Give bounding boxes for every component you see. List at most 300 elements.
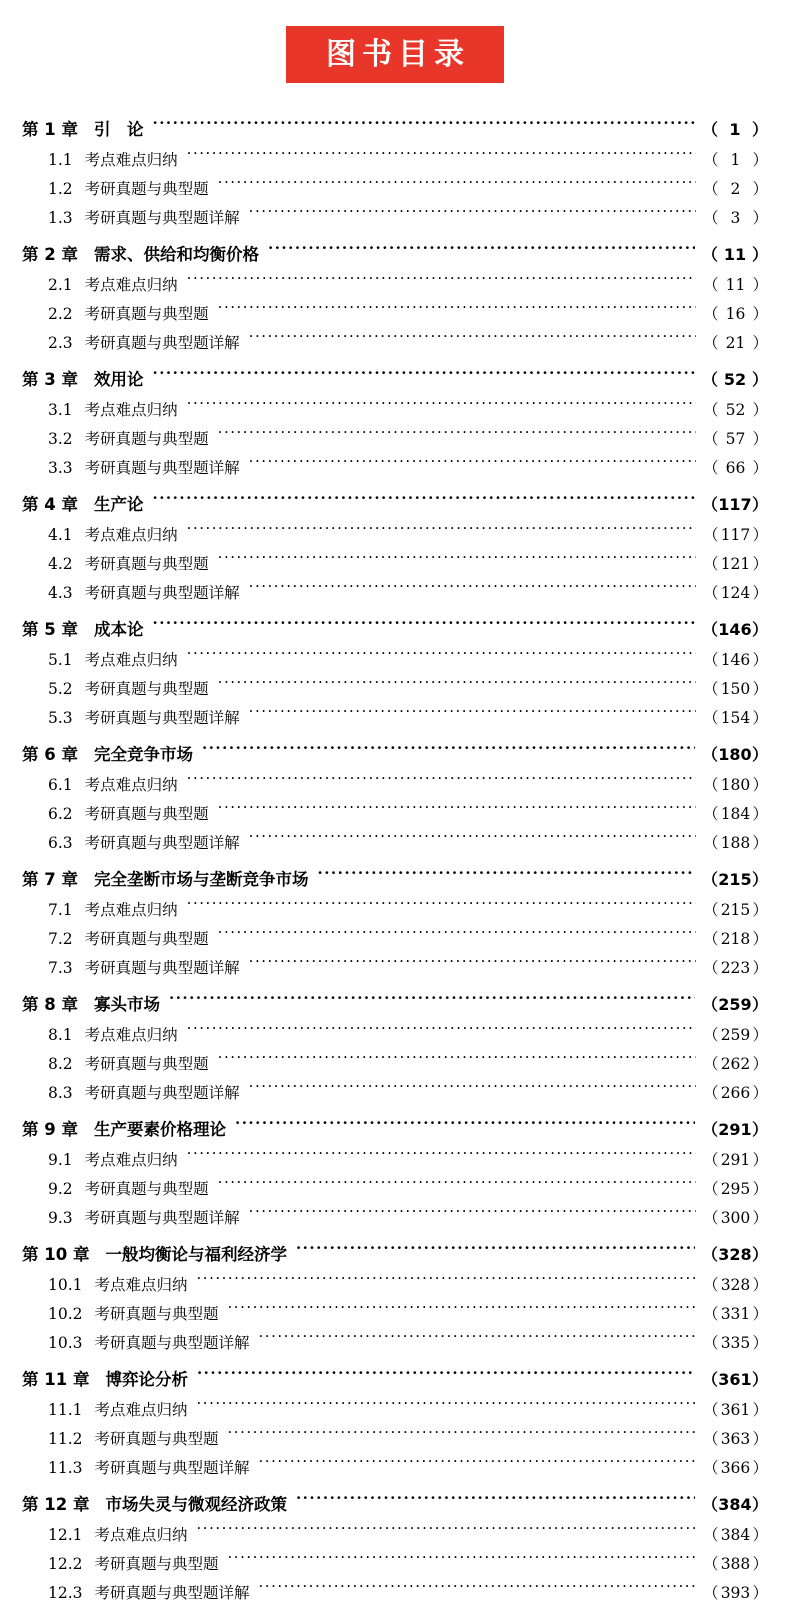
toc-chapter-row[interactable] bbox=[22, 480, 768, 518]
toc-entry-title: 考点难点归纳 bbox=[84, 276, 178, 294]
toc-section-row[interactable] bbox=[22, 643, 768, 672]
toc-entry-number: 第 12 章 bbox=[22, 1495, 90, 1514]
page-number-close-paren: ） bbox=[751, 1495, 768, 1514]
toc-page-number bbox=[702, 867, 768, 890]
page-number-digits: 3 bbox=[730, 209, 741, 227]
toc-chapter-row[interactable] bbox=[22, 230, 768, 268]
toc-page-number bbox=[703, 677, 768, 699]
toc-entry-label bbox=[22, 581, 240, 603]
toc-entry-number: 8.1 bbox=[48, 1026, 73, 1044]
toc-section-row[interactable] bbox=[22, 1422, 768, 1451]
toc-entry-number: 第 6 章 bbox=[22, 745, 78, 764]
toc-entry-number: 4.1 bbox=[48, 526, 73, 544]
toc-entry-number: 3.2 bbox=[48, 430, 73, 448]
page-number-digits: 384 bbox=[718, 1495, 752, 1514]
toc-section-row[interactable] bbox=[22, 1451, 768, 1480]
toc-section-row[interactable] bbox=[22, 143, 768, 172]
toc-dot-leader bbox=[187, 775, 696, 791]
toc-entry-title: 成本论 bbox=[93, 620, 144, 639]
toc-entry-title: 引 论 bbox=[93, 120, 144, 139]
toc-dot-leader bbox=[187, 400, 696, 416]
page-number-close-paren: ） bbox=[752, 526, 768, 544]
toc-page-number bbox=[703, 177, 768, 199]
toc-entry-number: 7.1 bbox=[48, 901, 73, 919]
toc-entry-label bbox=[22, 116, 143, 140]
page-number-close-paren: ） bbox=[752, 584, 768, 602]
toc-entry-number: 9.1 bbox=[48, 1151, 73, 1169]
page-number-close-paren: ） bbox=[751, 370, 768, 389]
toc-section-row[interactable] bbox=[22, 1018, 768, 1047]
toc-entry-number: 7.2 bbox=[48, 930, 73, 948]
toc-entry-title: 考研真题与典型题详解 bbox=[94, 1584, 250, 1602]
page-number-digits: 188 bbox=[720, 834, 751, 852]
page-number-open-paren: （ bbox=[702, 776, 719, 794]
toc-page-number bbox=[703, 773, 768, 795]
toc-entry-label bbox=[22, 1398, 188, 1420]
page-number-open-paren: （ bbox=[702, 1180, 719, 1198]
page-number-open-paren: （ bbox=[701, 995, 718, 1014]
page-number-close-paren: ） bbox=[752, 709, 768, 727]
toc-entry-number: 1.2 bbox=[48, 180, 73, 198]
page-number-open-paren: （ bbox=[702, 651, 719, 669]
toc-section-row[interactable] bbox=[22, 1393, 768, 1422]
toc-section-row[interactable] bbox=[22, 268, 768, 297]
page-number-open-paren: （ bbox=[702, 1055, 719, 1073]
toc-entry-title: 考研真题与典型题 bbox=[84, 1180, 209, 1198]
toc-entry-title: 考研真题与典型题 bbox=[94, 1555, 219, 1573]
page-number-close-paren: ） bbox=[752, 305, 768, 323]
toc-section-row[interactable] bbox=[22, 326, 768, 355]
toc-entry-number: 5.3 bbox=[48, 709, 73, 727]
toc-section-row[interactable] bbox=[22, 1172, 768, 1201]
toc-entry-label bbox=[22, 991, 160, 1015]
toc-page-number bbox=[702, 742, 768, 765]
toc-entry-label bbox=[22, 552, 209, 574]
page-number-digits: 16 bbox=[725, 305, 746, 323]
page-number-digits: 335 bbox=[720, 1334, 751, 1352]
page-number-close-paren: ） bbox=[751, 245, 768, 264]
toc-entry-number: 8.2 bbox=[48, 1055, 73, 1073]
toc-dot-leader bbox=[228, 1554, 696, 1570]
toc-entry-label bbox=[22, 1302, 219, 1324]
toc-entry-title: 考研真题与典型题 bbox=[94, 1430, 219, 1448]
toc-dot-leader bbox=[249, 708, 696, 724]
toc-entry-number: 第 4 章 bbox=[22, 495, 78, 514]
page-number-digits: 384 bbox=[720, 1526, 751, 1544]
toc-entry-label bbox=[22, 1523, 188, 1545]
toc-dot-leader bbox=[187, 525, 696, 541]
page-number-digits: 331 bbox=[720, 1305, 751, 1323]
page-number-open-paren: （ bbox=[701, 745, 718, 764]
toc-section-row[interactable] bbox=[22, 422, 768, 451]
page-number-digits: 154 bbox=[720, 709, 751, 727]
page-number-digits: 180 bbox=[718, 745, 752, 764]
toc-entry-label bbox=[22, 1456, 250, 1478]
page-number-close-paren: ） bbox=[752, 1459, 768, 1477]
toc-section-row[interactable] bbox=[22, 451, 768, 480]
toc-dot-leader bbox=[218, 179, 696, 195]
toc-page-number bbox=[703, 1023, 768, 1045]
toc-entry-title: 完全竞争市场 bbox=[93, 745, 193, 764]
toc-chapter-row[interactable] bbox=[22, 855, 768, 893]
toc-entry-label bbox=[22, 1116, 226, 1140]
toc-page-number bbox=[703, 552, 768, 574]
toc-entry-label bbox=[22, 1366, 188, 1390]
page-number-open-paren: （ bbox=[702, 930, 719, 948]
page-number-close-paren: ） bbox=[752, 430, 768, 448]
page-number-digits: 146 bbox=[718, 620, 752, 639]
toc-page-number bbox=[703, 1523, 768, 1545]
toc-chapter-row[interactable] bbox=[22, 105, 768, 143]
toc-dot-leader bbox=[197, 1369, 695, 1386]
toc-entry-title: 完全垄断市场与垄断竞争市场 bbox=[93, 870, 309, 889]
page-number-close-paren: ） bbox=[751, 620, 768, 639]
page-number-digits: 117 bbox=[718, 495, 752, 514]
page-number-digits: 180 bbox=[720, 776, 751, 794]
toc-section-row[interactable] bbox=[22, 1297, 768, 1326]
toc-section-row[interactable] bbox=[22, 951, 768, 980]
page-number-digits: 363 bbox=[720, 1430, 751, 1448]
page-number-open-paren: （ bbox=[702, 834, 719, 852]
toc-dot-leader bbox=[249, 458, 696, 474]
toc-entry-label bbox=[22, 523, 178, 545]
toc-dot-leader bbox=[197, 1400, 696, 1416]
page-number-digits: 291 bbox=[720, 1151, 751, 1169]
toc-entry-number: 第 11 章 bbox=[22, 1370, 90, 1389]
toc-entry-number: 6.3 bbox=[48, 834, 73, 852]
toc-entry-title: 考研真题与典型题详解 bbox=[84, 459, 240, 477]
toc-entry-label bbox=[22, 1177, 209, 1199]
toc-entry-label bbox=[22, 1052, 209, 1074]
page-number-digits: 393 bbox=[720, 1584, 751, 1602]
page-number-open-paren: （ bbox=[702, 555, 719, 573]
page-number-digits: 184 bbox=[720, 805, 751, 823]
toc-entry-title: 考点难点归纳 bbox=[84, 1026, 178, 1044]
toc-entry-label bbox=[22, 1273, 188, 1295]
page-number-digits: 52 bbox=[725, 401, 746, 419]
toc-entry-number: 第 2 章 bbox=[22, 245, 78, 264]
toc-entry-number: 7.3 bbox=[48, 959, 73, 977]
toc-section-row[interactable] bbox=[22, 1047, 768, 1076]
toc-section-row[interactable] bbox=[22, 826, 768, 855]
toc-entry-label bbox=[22, 1552, 219, 1574]
toc-dot-leader bbox=[259, 1333, 696, 1349]
toc-chapter-row[interactable] bbox=[22, 1355, 768, 1393]
toc-entry-number: 第 9 章 bbox=[22, 1120, 78, 1139]
page-number-open-paren: （ bbox=[702, 1555, 719, 1573]
page-number-close-paren: ） bbox=[752, 651, 768, 669]
page-number-close-paren: ） bbox=[752, 180, 768, 198]
toc-page-number bbox=[703, 1052, 768, 1074]
toc-section-row[interactable] bbox=[22, 672, 768, 701]
toc-page-number bbox=[703, 206, 768, 228]
page-number-open-paren: （ bbox=[702, 1209, 719, 1227]
page-number-digits: 259 bbox=[720, 1026, 751, 1044]
toc-dot-leader bbox=[187, 150, 696, 166]
toc-entry-label bbox=[22, 1081, 240, 1103]
toc-entry-label bbox=[22, 331, 240, 353]
toc-entry-number: 11.2 bbox=[48, 1430, 83, 1448]
toc-entry-title: 考研真题与典型题详解 bbox=[84, 959, 240, 977]
toc-chapter-row[interactable] bbox=[22, 1230, 768, 1268]
toc-entry-number: 2.1 bbox=[48, 276, 73, 294]
toc-entry-number: 5.1 bbox=[48, 651, 73, 669]
toc-entry-number: 5.2 bbox=[48, 680, 73, 698]
page-number-digits: 57 bbox=[725, 430, 746, 448]
toc-section-row[interactable] bbox=[22, 768, 768, 797]
toc-dot-leader bbox=[202, 744, 695, 761]
toc-entry-label bbox=[22, 677, 209, 699]
toc-page-number bbox=[702, 492, 768, 515]
toc-dot-leader bbox=[317, 869, 694, 886]
toc-page-number bbox=[703, 523, 768, 545]
toc-entry-label bbox=[22, 1148, 178, 1170]
toc-dot-leader bbox=[218, 304, 696, 320]
toc-section-row[interactable] bbox=[22, 201, 768, 230]
toc-section-row[interactable] bbox=[22, 893, 768, 922]
toc-dot-leader bbox=[268, 244, 695, 261]
page-number-digits: 300 bbox=[720, 1209, 751, 1227]
page-number-digits: 150 bbox=[720, 680, 751, 698]
toc-page-number bbox=[702, 617, 768, 640]
toc-chapter-row[interactable] bbox=[22, 1480, 768, 1518]
page-number-digits: 11 bbox=[723, 245, 747, 264]
page-number-digits: 262 bbox=[720, 1055, 751, 1073]
toc-entry-number: 第 3 章 bbox=[22, 370, 78, 389]
page-number-open-paren: （ bbox=[702, 1026, 719, 1044]
page-number-close-paren: ） bbox=[751, 120, 768, 139]
toc-entry-title: 考点难点归纳 bbox=[84, 901, 178, 919]
toc-entry-title: 考点难点归纳 bbox=[94, 1276, 188, 1294]
page-number-close-paren: ） bbox=[752, 834, 768, 852]
toc-section-row[interactable] bbox=[22, 1143, 768, 1172]
page-number-open-paren: （ bbox=[702, 401, 719, 419]
page-number-digits: 215 bbox=[718, 870, 752, 889]
page-number-digits: 388 bbox=[720, 1555, 751, 1573]
toc-chapter-row[interactable] bbox=[22, 355, 768, 393]
page-number-close-paren: ） bbox=[752, 959, 768, 977]
toc-entry-label bbox=[22, 177, 209, 199]
toc-entry-title: 一般均衡论与福利经济学 bbox=[105, 1245, 287, 1264]
toc-entry-label bbox=[22, 927, 209, 949]
page-number-digits: 215 bbox=[720, 901, 751, 919]
toc-dot-leader bbox=[296, 1244, 695, 1261]
page-number-close-paren: ） bbox=[751, 495, 768, 514]
toc-dot-leader bbox=[218, 1179, 696, 1195]
toc-dot-leader bbox=[187, 275, 696, 291]
toc-section-row[interactable] bbox=[22, 797, 768, 826]
page-number-close-paren: ） bbox=[751, 1120, 768, 1139]
toc-page-number bbox=[703, 1456, 768, 1478]
toc-entry-label bbox=[22, 366, 143, 390]
toc-entry-title: 考研真题与典型题详解 bbox=[84, 834, 240, 852]
toc-entry-label bbox=[22, 802, 209, 824]
toc-entry-number: 8.3 bbox=[48, 1084, 73, 1102]
page-number-close-paren: ） bbox=[751, 1370, 768, 1389]
toc-entry-title: 考研真题与典型题 bbox=[94, 1305, 219, 1323]
toc-dot-leader bbox=[218, 429, 696, 445]
page-number-close-paren: ） bbox=[752, 1305, 768, 1323]
toc-entry-label bbox=[22, 1241, 287, 1265]
toc-dot-leader bbox=[249, 208, 696, 224]
page-number-digits: 291 bbox=[718, 1120, 752, 1139]
toc-entry-number: 第 10 章 bbox=[22, 1245, 90, 1264]
toc-section-row[interactable] bbox=[22, 172, 768, 201]
toc-entry-number: 9.3 bbox=[48, 1209, 73, 1227]
toc-page-number bbox=[703, 398, 768, 420]
toc-section-row[interactable] bbox=[22, 1268, 768, 1297]
toc-entry-title: 考点难点归纳 bbox=[94, 1401, 188, 1419]
page-number-digits: 117 bbox=[720, 526, 751, 544]
toc-dot-leader bbox=[249, 1208, 696, 1224]
page-number-digits: 295 bbox=[720, 1180, 751, 1198]
toc-entry-title: 考研真题与典型题 bbox=[84, 805, 209, 823]
toc-entry-title: 考研真题与典型题详解 bbox=[84, 1209, 240, 1227]
toc-entry-label bbox=[22, 898, 178, 920]
toc-chapter-row[interactable] bbox=[22, 730, 768, 768]
toc-dot-leader bbox=[187, 900, 696, 916]
toc-entry-number: 2.3 bbox=[48, 334, 73, 352]
page-number-open-paren: （ bbox=[702, 805, 719, 823]
page-number-open-paren: （ bbox=[702, 959, 719, 977]
toc-entry-label bbox=[22, 956, 240, 978]
toc-entry-title: 市场失灵与微观经济政策 bbox=[105, 1495, 287, 1514]
toc-page-number bbox=[703, 956, 768, 978]
toc-entry-title: 考点难点归纳 bbox=[84, 651, 178, 669]
toc-dot-leader bbox=[249, 1083, 696, 1099]
page-number-digits: 124 bbox=[720, 584, 751, 602]
page-number-digits: 361 bbox=[720, 1401, 751, 1419]
toc-section-row[interactable] bbox=[22, 518, 768, 547]
toc-section-row[interactable] bbox=[22, 1201, 768, 1230]
toc-entry-title: 考点难点归纳 bbox=[84, 1151, 178, 1169]
page-number-close-paren: ） bbox=[752, 1026, 768, 1044]
page-number-open-paren: （ bbox=[702, 584, 719, 602]
page-number-open-paren: （ bbox=[701, 620, 718, 639]
page-number-open-paren: （ bbox=[702, 180, 719, 198]
page-number-close-paren: ） bbox=[752, 805, 768, 823]
toc-section-row[interactable] bbox=[22, 297, 768, 326]
page-number-digits: 121 bbox=[720, 555, 751, 573]
page-number-close-paren: ） bbox=[752, 1084, 768, 1102]
page-number-digits: 146 bbox=[720, 651, 751, 669]
toc-chapter-row[interactable] bbox=[22, 605, 768, 643]
toc-entry-number: 2.2 bbox=[48, 305, 73, 323]
page-number-open-paren: （ bbox=[702, 1459, 719, 1477]
toc-entry-label bbox=[22, 456, 240, 478]
page-title-wrapper bbox=[18, 0, 772, 105]
toc-entry-title: 考研真题与典型题 bbox=[84, 180, 209, 198]
toc-dot-leader bbox=[249, 833, 696, 849]
toc-section-row[interactable] bbox=[22, 922, 768, 951]
page-number-close-paren: ） bbox=[752, 334, 768, 352]
page-number-open-paren: （ bbox=[702, 305, 719, 323]
toc-page-number bbox=[702, 1242, 768, 1265]
toc-page-number bbox=[703, 648, 768, 670]
toc-section-row[interactable] bbox=[22, 1518, 768, 1547]
page-number-close-paren: ） bbox=[752, 901, 768, 919]
toc-page-number bbox=[703, 302, 768, 324]
toc-entry-label bbox=[22, 1331, 250, 1353]
toc-chapter-row[interactable] bbox=[22, 1105, 768, 1143]
toc-entry-number: 9.2 bbox=[48, 1180, 73, 1198]
page-number-digits: 2 bbox=[730, 180, 741, 198]
toc-section-row[interactable] bbox=[22, 1326, 768, 1355]
page-number-digits: 21 bbox=[725, 334, 746, 352]
page-number-close-paren: ） bbox=[752, 555, 768, 573]
toc-page-number bbox=[702, 367, 768, 390]
page-number-digits: 328 bbox=[720, 1276, 751, 1294]
page-number-open-paren: （ bbox=[702, 1334, 719, 1352]
toc-entry-title: 考研真题与典型题详解 bbox=[94, 1334, 250, 1352]
toc-entry-label bbox=[22, 206, 240, 228]
toc-entry-number: 6.2 bbox=[48, 805, 73, 823]
toc-entry-number: 第 8 章 bbox=[22, 995, 78, 1014]
toc-page-number bbox=[702, 1367, 768, 1390]
toc-dot-leader bbox=[259, 1583, 696, 1599]
toc-section-row[interactable] bbox=[22, 547, 768, 576]
toc-entry-number: 12.3 bbox=[48, 1584, 83, 1602]
toc-entry-title: 考研真题与典型题详解 bbox=[84, 584, 240, 602]
toc-page-number bbox=[702, 242, 768, 265]
page-number-close-paren: ） bbox=[752, 1526, 768, 1544]
toc-section-row[interactable] bbox=[22, 1547, 768, 1576]
toc-section-row[interactable] bbox=[22, 1076, 768, 1105]
page-number-open-paren: （ bbox=[701, 120, 718, 139]
toc-page-number bbox=[703, 927, 768, 949]
page-number-open-paren: （ bbox=[702, 151, 719, 169]
toc-section-row[interactable] bbox=[22, 701, 768, 730]
page-number-close-paren: ） bbox=[752, 459, 768, 477]
toc-dot-leader bbox=[218, 929, 696, 945]
toc-dot-leader bbox=[197, 1525, 696, 1541]
toc-page-number bbox=[703, 1552, 768, 1574]
page-title: 图书目录 bbox=[286, 26, 504, 83]
toc-entry-number: 4.2 bbox=[48, 555, 73, 573]
toc-dot-leader bbox=[152, 369, 694, 386]
toc-entry-title: 考研真题与典型题 bbox=[84, 305, 209, 323]
page-number-open-paren: （ bbox=[701, 245, 718, 264]
page-number-close-paren: ） bbox=[751, 995, 768, 1014]
toc-dot-leader bbox=[187, 1025, 696, 1041]
toc-entry-title: 考点难点归纳 bbox=[84, 401, 178, 419]
toc-entry-number: 3.1 bbox=[48, 401, 73, 419]
toc-entry-title: 考点难点归纳 bbox=[84, 776, 178, 794]
toc-dot-leader bbox=[152, 619, 694, 636]
toc-section-row[interactable] bbox=[22, 1576, 768, 1605]
toc-page-number bbox=[703, 456, 768, 478]
page-number-close-paren: ） bbox=[752, 930, 768, 948]
toc-page-number bbox=[703, 1331, 768, 1353]
toc-dot-leader bbox=[218, 554, 696, 570]
toc-entry-label bbox=[22, 273, 178, 295]
toc-page-number bbox=[703, 831, 768, 853]
page-number-close-paren: ） bbox=[751, 1245, 768, 1264]
toc-section-row[interactable] bbox=[22, 393, 768, 422]
page-number-close-paren: ） bbox=[752, 1151, 768, 1169]
page-number-open-paren: （ bbox=[702, 1276, 719, 1294]
toc-entry-title: 考研真题与典型题详解 bbox=[94, 1459, 250, 1477]
toc-chapter-row[interactable] bbox=[22, 980, 768, 1018]
toc-page-number bbox=[703, 802, 768, 824]
toc-entry-title: 考点难点归纳 bbox=[84, 151, 178, 169]
toc-page-number bbox=[703, 1081, 768, 1103]
page-number-close-paren: ） bbox=[752, 1180, 768, 1198]
toc-entry-label bbox=[22, 1491, 287, 1515]
toc-entry-number: 12.1 bbox=[48, 1526, 83, 1544]
toc-section-row[interactable] bbox=[22, 576, 768, 605]
toc-entry-title: 考研真题与典型题详解 bbox=[84, 1084, 240, 1102]
